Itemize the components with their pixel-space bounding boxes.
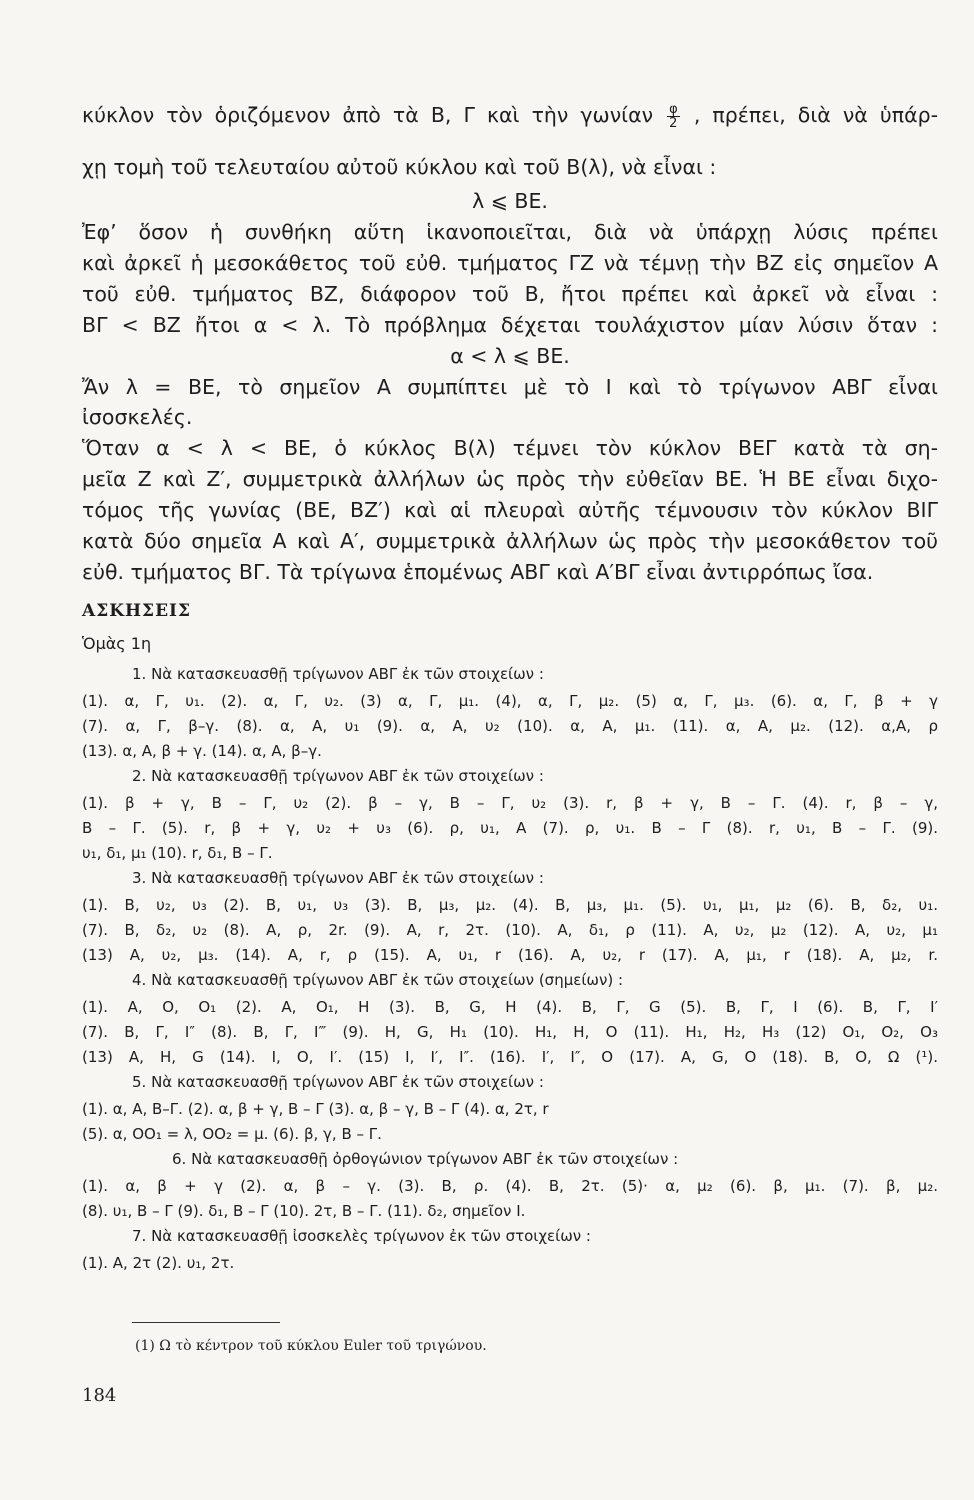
text-line: ΒΓ < ΒΖ ἤτοι α < λ. Τὸ πρόβλημα δέχεται τουλάχιστον μίαν λύσιν ὅταν : — [82, 313, 938, 337]
text-line: Ἐφ’ ὅσον ἡ συνθήκη αὕτη ἱκανοποιεῖται, διὰ νὰ ὑπάρχῃ λύσις πρέπει — [82, 220, 938, 244]
exercise-line: (1). β + γ, Β – Γ, υ₂ (2). β – γ, Β – Γ, υ₂ (3). r, β + γ, Β – Γ. (4). r, β – γ, — [82, 794, 938, 812]
exercise-line: Β – Γ. (5). r, β + γ, υ₂ + υ₃ (6). ρ, υ₁, Α (7). ρ, υ₁. Β – Γ (8). r, υ₁, Β – Γ. (9). — [82, 819, 938, 837]
page-number: 184 — [82, 1385, 117, 1406]
exercise-line: (13). α, Α, β + γ. (14). α, Α, β–γ. — [82, 742, 322, 760]
text-line — [82, 100, 938, 131]
group-heading: Ὁμὰς 1η — [82, 634, 152, 653]
footnote: (1) Ω τὸ κέντρον τοῦ κύκλου Euler τοῦ τριγώνου. — [135, 1338, 487, 1354]
exercise-line: (7). α, Γ, β–γ. (8). α, Α, υ₁ (9). α, Α, υ₂ (10). α, Α, μ₁. (11). α, Α, μ₂. (12). α,Α, ρ — [82, 717, 938, 735]
fraction-numerator: φ — [669, 101, 678, 117]
text-line: χῃ τομὴ τοῦ τελευταίου αὐτοῦ κύκλου καὶ τοῦ Β(λ), νὰ εἶναι : — [82, 155, 717, 179]
exercises-heading: ΑΣΚΗΣΕΙΣ — [82, 601, 191, 621]
footnote-divider — [132, 1322, 280, 1323]
exercise-line: (1). α, Α, Β–Γ. (2). α, β + γ, Β – Γ (3). α, β – γ, Β – Γ (4). α, 2τ, r — [82, 1100, 549, 1118]
text-line: εὐθ. τμήματος ΒΓ. Τὰ τρίγωνα ἑπομένως ΑΒΓ καὶ Α′ΒΓ εἶναι ἀντιρρόπως ἴσα. — [82, 560, 874, 584]
exercise-heading: 3. Νὰ κατασκευασθῇ τρίγωνον ΑΒΓ ἐκ τῶν στοιχείων : — [132, 869, 544, 887]
exercise-line: (7). Β, δ₂, υ₂ (8). Α, ρ, 2r. (9). Α, r, 2τ. (10). Α, δ₁, ρ (11). Α, υ₂, μ₂ (12). Α, υ₂, μ₁ — [82, 921, 938, 939]
fraction-phi-over-2 — [667, 103, 680, 130]
exercise-line: (1). Α, 2τ (2). υ₁, 2τ. — [82, 1254, 235, 1272]
exercise-line: (1). Α, Ο, Ο₁ (2). Α, Ο₁, Η (3). Β, G, Η (4). Β, Γ, G (5). Β, Γ, Ι (6). Β, Γ, Ι′ — [82, 998, 938, 1016]
formula-line: λ ⩽ ΒΕ. — [472, 189, 548, 213]
exercise-heading: 7. Νὰ κατασκευασθῇ ἰσοσκελὲς τρίγωνον ἐκ τῶν στοιχείων : — [132, 1227, 591, 1245]
exercise-line: (13) Α, Η, G (14). Ι, Ο, Ι′. (15) Ι, Ι′, Ι″. (16). Ι′, Ι″, Ο (17). Α, G, Ο (18). Β, Ο, Ω (¹). — [82, 1048, 938, 1066]
fraction-denominator: 2 — [669, 115, 678, 131]
text-line: τόμος τῆς γωνίας (ΒΕ, ΒΖ′) καὶ αἱ πλευραὶ αὐτῆς τέμνουσιν τὸν κύκλον ΒΙΓ — [82, 498, 938, 522]
exercise-line: (8). υ₁, Β – Γ (9). δ₁, Β – Γ (10). 2τ, Β – Γ. (11). δ₂, σημεῖον Ι. — [82, 1202, 526, 1220]
text-line: τοῦ εὐθ. τμήματος ΒΖ, διάφορον τοῦ Β, ἤτοι πρέπει καὶ ἀρκεῖ νὰ εἶναι : — [82, 282, 938, 306]
formula-line: α < λ ⩽ ΒΕ. — [450, 344, 570, 368]
exercise-line: (7). Β, Γ, Ι″ (8). Β, Γ, Ι‴ (9). Η, G, Η₁ (10). Η₁, Η, Ο (11). Η₁, Η₂, Η₃ (12) Ο₁, Ο₂, Ο₃ — [82, 1023, 938, 1041]
exercise-line: υ₁, δ₁, μ₁ (10). r, δ₁, Β – Γ. — [82, 844, 273, 862]
exercise-heading: 4. Νὰ κατασκευασθῇ τρίγωνον ΑΒΓ ἐκ τῶν στοιχείων (σημείων) : — [132, 971, 624, 989]
exercise-line: (1). α, β + γ (2). α, β – γ. (3). Β, ρ. (4). Β, 2τ. (5)· α, μ₂ (6). β, μ₁. (7). β, μ₂. — [82, 1177, 938, 1195]
exercise-line: (5). α, ΟΟ₁ = λ, ΟΟ₂ = μ. (6). β, γ, Β – Γ. — [82, 1125, 382, 1143]
text-span: κύκλον τὸν ὁριζόμενον ἀπὸ τὰ Β, Γ καὶ τὴν γωνίαν — [82, 103, 654, 127]
text-line: Ἄν λ = ΒΕ, τὸ σημεῖον Α συμπίπτει μὲ τὸ Ι καὶ τὸ τρίγωνον ΑΒΓ εἶναι — [82, 375, 938, 399]
exercise-line: (1). Β, υ₂, υ₃ (2). Β, υ₁, υ₃ (3). Β, μ₃, μ₂. (4). Β, μ₃, μ₁. (5). υ₁, μ₁, μ₂ (6). Β, δ₂, υ₁. — [82, 896, 938, 914]
exercise-heading: 5. Νὰ κατασκευασθῇ τρίγωνον ΑΒΓ ἐκ τῶν στοιχείων : — [132, 1073, 544, 1091]
text-line: μεῖα Ζ καὶ Ζ′, συμμετρικὰ ἀλλήλων ὡς πρὸς τὴν εὐθεῖαν ΒΕ. Ἡ ΒΕ εἶναι διχο- — [82, 467, 938, 491]
text-line: κατὰ δύο σημεῖα Α καὶ Α′, συμμετρικὰ ἀλλήλων ὡς πρὸς τὴν μεσοκάθετον τοῦ — [82, 529, 938, 553]
exercise-line: (13) Α, υ₂, μ₃. (14). Α, r, ρ (15). Α, υ₁, r (16). Α, υ₂, r (17). Α, μ₁, r (18). Α, μ₂, r. — [82, 946, 938, 964]
text-line: ἰσοσκελές. — [82, 405, 193, 429]
text-line: καὶ ἀρκεῖ ἡ μεσοκάθετος τοῦ εὐθ. τμήματος ΓΖ νὰ τέμνῃ τὴν ΒΖ εἰς σημεῖον Α — [82, 251, 938, 275]
text-line: Ὅταν α < λ < ΒΕ, ὁ κύκλος Β(λ) τέμνει τὸν κύκλον ΒΕΓ κατὰ τὰ ση- — [82, 436, 938, 460]
text-span: , πρέπει, διὰ νὰ ὑπάρ- — [693, 103, 938, 127]
exercise-heading: 6. Νὰ κατασκευασθῇ ὀρθογώνιον τρίγωνον ΑΒΓ ἐκ τῶν στοιχείων : — [172, 1150, 679, 1168]
exercise-heading: 1. Νὰ κατασκευασθῇ τρίγωνον ΑΒΓ ἐκ τῶν στοιχείων : — [132, 665, 544, 683]
exercise-line: (1). α, Γ, υ₁. (2). α, Γ, υ₂. (3) α, Γ, μ₁. (4), α, Γ, μ₂. (5) α, Γ, μ₃. (6). α, Γ, β + γ — [82, 692, 938, 710]
exercise-heading: 2. Νὰ κατασκευασθῇ τρίγωνον ΑΒΓ ἐκ τῶν στοιχείων : — [132, 767, 544, 785]
